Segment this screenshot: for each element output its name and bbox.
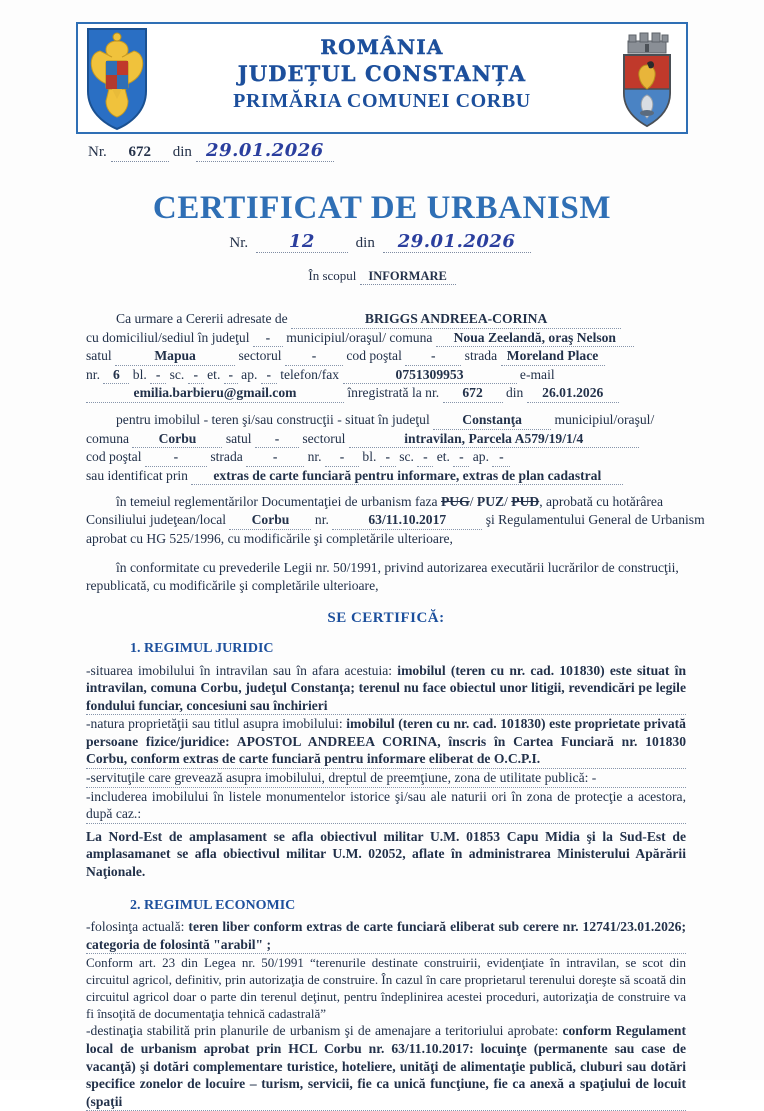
- property-nr-label: nr.: [307, 449, 322, 465]
- section-1-item-2: [86, 715, 686, 769]
- applicant-intro-label: Ca urmare a Cererii adresate de: [116, 311, 288, 326]
- property-comuna-label: comuna: [86, 430, 130, 446]
- property-sc-label: sc.: [399, 449, 414, 465]
- registered-label: înregistrată la nr.: [347, 385, 440, 401]
- faza-pug-option: PUG: [441, 494, 470, 510]
- domicile-phone: 0751309953: [343, 366, 517, 385]
- council-nr-value: 63/11.10.2017: [332, 511, 482, 530]
- header-country: ROMÂNIA: [320, 35, 444, 59]
- nr-label: nr.: [86, 366, 100, 382]
- section-2-item-2: [86, 1022, 686, 1111]
- faza-puz-option: PUZ: [476, 494, 505, 510]
- property-sc: -: [417, 448, 433, 467]
- property-postal-label: cod poştal: [86, 449, 142, 465]
- domicile-et: -: [224, 366, 238, 385]
- regulation-hg-line: aprobat cu HG 525/1996, cu modificările şi completările ulterioare,: [86, 530, 453, 546]
- faza-pud-option: PUD: [511, 494, 540, 510]
- certificate-nr-value: 12: [256, 231, 348, 253]
- applicant-name: BRIGGS ANDREEA-CORINA: [291, 310, 621, 329]
- property-street-label: strada: [210, 449, 243, 465]
- domicile-nr: 6: [103, 366, 129, 385]
- regulation-intro-line: [86, 493, 686, 511]
- section-2-item-1: [86, 918, 686, 954]
- property-identified-label: sau identificat prin: [86, 467, 188, 483]
- registered-din-label: din: [505, 385, 524, 401]
- header-titles: [78, 34, 686, 115]
- registered-nr: 672: [443, 384, 503, 403]
- property-nr: -: [325, 448, 359, 467]
- registration-din-label: din: [172, 144, 192, 160]
- council-nr-label: nr.: [314, 511, 329, 527]
- domicile-city: Noua Zeelandă, oraş Nelson: [436, 329, 634, 348]
- applicant-email-line: [86, 384, 686, 403]
- regulation-intro-label: în temeiul reglementărilor Documentaţiei de urbanism faza: [116, 494, 438, 510]
- domicile-email: emilia.barbieru@gmail.com: [86, 384, 344, 403]
- satul-label: satul: [86, 348, 112, 364]
- property-satul-label: satul: [225, 430, 252, 446]
- domicile-ap: -: [261, 366, 277, 385]
- domicile-sc: -: [188, 366, 204, 385]
- document-header-box: [76, 22, 688, 134]
- certificate-nr-label: Nr.: [229, 235, 249, 251]
- purpose-label: În scopul: [308, 268, 357, 283]
- section-1-item-1-label: -situarea imobilului în intravilan sau în afara acestuia:: [86, 662, 393, 678]
- certifies-heading: SE CERTIFICĂ:: [327, 610, 445, 627]
- section-1-heading: 1. REGIMUL JURIDIC: [130, 640, 274, 656]
- property-judet: Constanţa: [433, 411, 551, 430]
- property-city-label: municipiul/oraşul/: [554, 411, 655, 427]
- domicile-bl: -: [150, 366, 166, 385]
- registration-nr-value: 672: [111, 144, 169, 162]
- document-body: [86, 310, 705, 1111]
- sc-label: sc.: [169, 366, 185, 382]
- bl-label: bl.: [132, 366, 147, 382]
- domicile-judet: -: [253, 329, 283, 348]
- header-town-hall: PRIMĂRIA COMUNEI CORBU: [233, 90, 531, 112]
- section-1-item-2-value: imobilul (teren cu nr. cad. 101830) este proprietate privată persoane fizice/juridice: APOSTOL ANDREEA CORINA, înscris în Cartea Funciară nr. 101830 Corbu, conform extras de carte funciară pentru informare eliberat de O.C.P.I.: [86, 716, 686, 767]
- section-2-heading: 2. REGIMUL ECONOMIC: [130, 897, 296, 913]
- street-label: strada: [464, 348, 498, 364]
- property-comuna: Corbu: [132, 430, 222, 449]
- council-label: Consiliului judeţean/local: [86, 511, 227, 527]
- property-et-label: et.: [436, 449, 450, 465]
- property-satul: -: [255, 430, 299, 449]
- domicile-sector: -: [285, 347, 343, 366]
- law-line-2: republicată, cu modificările şi completările ulterioare,: [86, 577, 379, 593]
- property-bl-label: bl.: [362, 449, 377, 465]
- section-2-law-quote: Conform art. 23 din Legea nr. 50/1991 “terenurile destinate construirii, evidenţiate în intravilan, se scot din circuitul agricol, definitiv, prin autorizaţia de construire. În cazul în care proprietarul terenului doreşte să scoată din circuitul agricol doar o parte din terenul deţinut, pentru îndeplinirea acestei proceduri, autorizaţia de construire va fi însoţită de documentaţia tehnică cadastrală”: [86, 955, 686, 1022]
- property-et: -: [453, 448, 469, 467]
- ap-label: ap.: [241, 366, 258, 382]
- property-sector-label: sectorul: [302, 430, 346, 446]
- registration-date-value: 29.01.2026: [196, 140, 334, 162]
- registration-line: [88, 140, 334, 162]
- registration-nr-label: Nr.: [88, 144, 107, 160]
- postal-label: cod poştal: [346, 348, 402, 364]
- property-identified-line: [86, 467, 686, 486]
- domicile-postal: -: [405, 347, 461, 366]
- property-bl: -: [380, 448, 396, 467]
- section-1-item-2-label: -natura proprietăţii sau titlul asupra imobilului:: [86, 716, 343, 732]
- phone-label: telefon/fax: [280, 366, 340, 382]
- corbu-commune-coat-of-arms-icon: [616, 27, 678, 136]
- section-2-item-1-label: -folosinţa actuală:: [86, 919, 185, 935]
- section-1-military-note: La Nord-Est de amplasament se afla obiectivul militar U.M. 01853 Capu Midia şi la Sud-Est de amplasamanet se afla obiectivul militar U.M. 02052, aflate în administrarea Ministerului Apărării Naţionale.: [86, 828, 686, 880]
- applicant-village-line: [86, 347, 686, 366]
- purpose-value: INFORMARE: [360, 269, 456, 285]
- property-identified-value: extras de carte funciară pentru informare, extras de plan cadastral: [191, 467, 623, 486]
- property-street: -: [246, 448, 304, 467]
- email-label: e-mail: [519, 366, 555, 382]
- council-value: Corbu: [229, 511, 311, 530]
- section-1-item-1-value: imobilul (teren cu nr. cad. 101830) este situat în intravilan, comuna Corbu, judeţul Constanţa; terenul nu face obiectul unor litigii, revendicări pe legile fondului funciar, concesiuni sau închirieri: [86, 662, 687, 713]
- property-ap-label: ap.: [472, 449, 489, 465]
- property-intro-line: [86, 411, 686, 430]
- section-1-item-4: -includerea imobilului în listele monumentelor istorice şi/sau ale naturii ori în zona de protecţie a acestora, după caz.:: [86, 788, 686, 824]
- law-line-1: în conformitate cu prevederile Legii nr. 50/1991, privind autorizarea executării lucrărilor de construcţii,: [116, 560, 679, 576]
- certificate-number-line: [0, 231, 764, 253]
- regulation-council-line: [86, 511, 705, 530]
- property-postal: -: [145, 448, 207, 467]
- certificate-date-value: 29.01.2026: [383, 231, 531, 253]
- page-title: CERTIFICAT DE URBANISM: [152, 190, 612, 226]
- applicant-domicile-line: [86, 329, 686, 348]
- section-2-item-1-value: teren liber conform extras de carte funciară eliberat sub cerere nr. 12741/23.01.2026; categoria de folosintă "arabil" ;: [86, 919, 687, 952]
- property-sector: intravilan, Parcela A579/19/1/4: [349, 430, 639, 449]
- city-label: municipiul/oraşul/ comuna: [286, 329, 433, 345]
- domicile-street: Moreland Place: [501, 347, 605, 366]
- applicant-intro-line: [86, 310, 686, 329]
- header-county: JUDEȚUL CONSTANȚA: [237, 61, 527, 86]
- domicile-satul: Mapua: [115, 347, 235, 366]
- registered-date: 26.01.2026: [527, 384, 619, 403]
- sector-label: sectorul: [238, 348, 282, 364]
- applicant-address-detail-line: [86, 366, 686, 385]
- faza-sep-1: /: [469, 494, 474, 510]
- section-1-item-1: [86, 662, 686, 716]
- section-1-item-3: -servituţile care grevează asupra imobilului, dreptul de preemţiune, zona de utilitate publică: -: [86, 769, 686, 788]
- property-intro-label: pentru imobilul - teren şi/sau construcţii - situat în judeţul: [116, 411, 430, 427]
- faza-sep-2: /: [504, 494, 508, 510]
- property-ap: -: [492, 448, 510, 467]
- regulation-and-label: şi Regulamentului General de Urbanism: [485, 511, 705, 527]
- certificate-purpose-line: [0, 268, 764, 285]
- section-2-item-2-value: conform Regulament local de urbanism aprobat prin HCL Corbu nr. 63/11.10.2017: locuinţe (permanente sau case de vacanţă) şi dotări complementare turistice, hoteliere, unităţi de alimentaţie publică, cluburi sau dotări specifice zonelor de locuire – turism, servicii, fie ca unică funcţiune, fie ca anexă a spaţiului de locuit (spaţii: [86, 1023, 686, 1109]
- section-2-item-2-label: -destinaţia stabilită prin planurile de urbanism şi de amenajare a teritoriului aprobate:: [86, 1023, 559, 1039]
- et-label: et.: [207, 366, 221, 382]
- regulation-approved-text: , aprobată cu hotărârea: [539, 494, 663, 510]
- domicile-label: cu domiciliul/sediul în judeţul: [86, 329, 250, 345]
- property-address-line: [86, 448, 686, 467]
- certificate-din-label: din: [355, 235, 375, 251]
- property-comuna-line: [86, 430, 686, 449]
